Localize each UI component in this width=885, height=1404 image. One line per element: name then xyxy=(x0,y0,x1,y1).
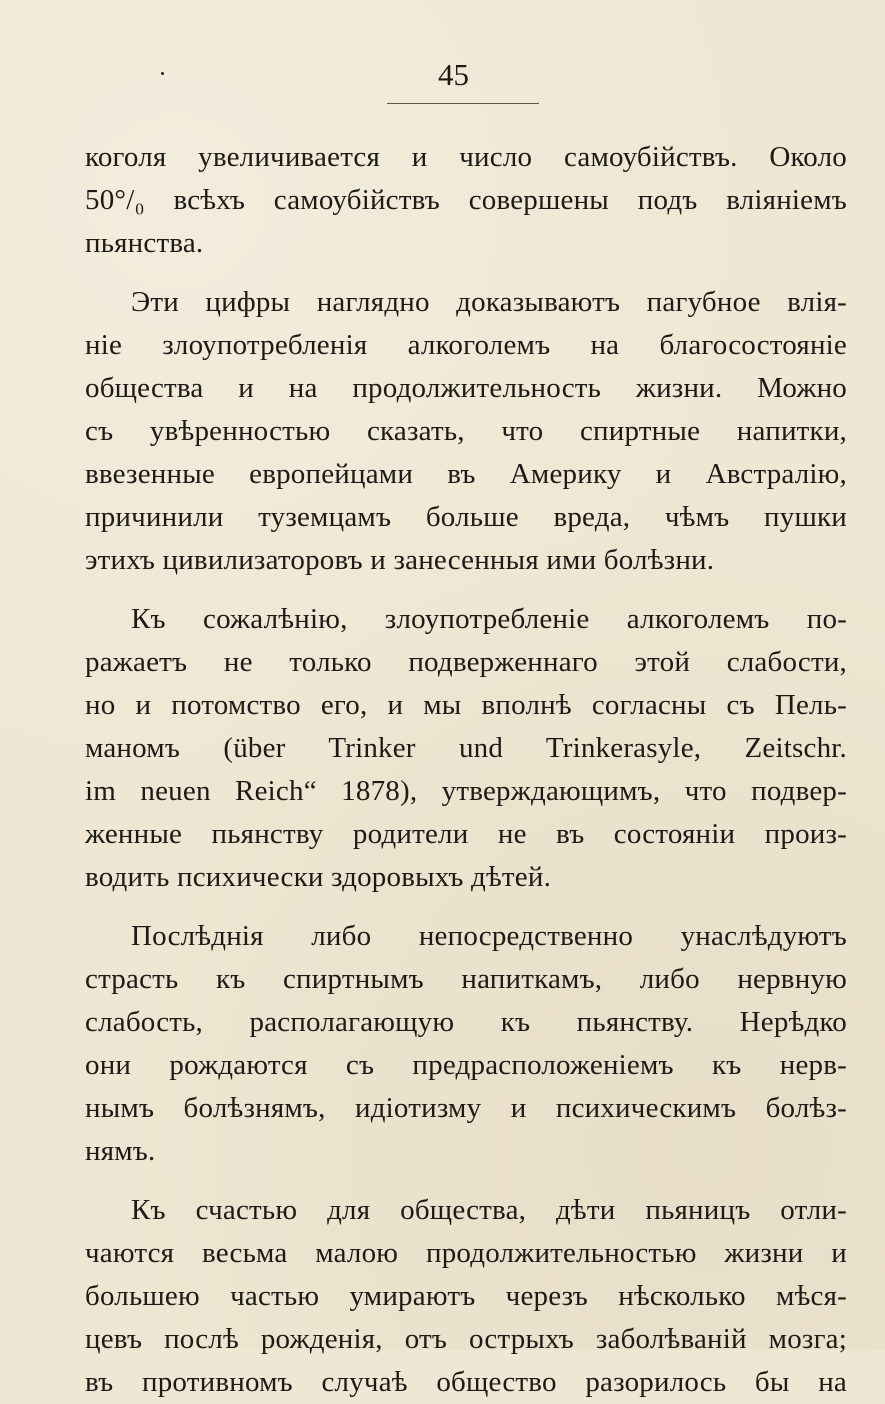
text-line: общества и на продолжительность жизни. Можно xyxy=(85,372,847,404)
text-line: Эти цифры наглядно доказываютъ пагубное влія- xyxy=(131,286,847,318)
text-line: женные пьянству родители не въ состояніи произ- xyxy=(85,818,847,850)
text-line: Къ сожалѣнію, злоупотребленіе алкоголемъ по- xyxy=(131,603,847,635)
text-line: ніе злоупотребленія алкоголемъ на благосостояніе xyxy=(85,329,847,361)
text-line: Послѣднія либо непосредственно унаслѣдуютъ xyxy=(131,920,847,952)
paragraph-3 xyxy=(85,598,847,899)
text-line: водить психически здоровыхъ дѣтей. xyxy=(85,861,552,893)
text-line: они рождаются съ предрасположеніемъ къ нерв- xyxy=(85,1049,847,1081)
paragraph-gap xyxy=(85,1173,847,1189)
text-line: маномъ (über Trinker und Trinkerasyle, Zeitschr. xyxy=(85,732,847,764)
text-line: 50°/₀ всѣхъ самоубійствъ совершены подъ вліяніемъ xyxy=(85,184,847,216)
paragraph-4 xyxy=(85,915,847,1173)
text-line: слабость, располагающую къ пьянству. Нерѣдко xyxy=(85,1006,847,1038)
text-line: большею частью умираютъ черезъ нѣсколько мѣся- xyxy=(85,1280,847,1312)
text-line: въ противномъ случаѣ общество разорилось бы на xyxy=(85,1366,847,1398)
paragraph-gap xyxy=(85,899,847,915)
text-line: страсть къ спиртнымъ напиткамъ, либо нервную xyxy=(85,963,847,995)
body-text xyxy=(85,136,847,1398)
text-line: нямъ. xyxy=(85,1135,156,1167)
text-line: im neuen Reich“ 1878), утверждающимъ, что подвер- xyxy=(85,775,847,807)
header-rule xyxy=(387,103,539,104)
text-line: коголя увеличивается и число самоубійствъ. Около xyxy=(85,141,847,173)
paragraph-2 xyxy=(85,281,847,582)
paragraph-gap xyxy=(85,582,847,598)
text-line: этихъ цивилизаторовъ и занесенныя ими болѣзни. xyxy=(85,544,715,576)
text-line: ражаетъ не только подверженнаго этой слабости, xyxy=(85,646,847,678)
paragraph-1 xyxy=(85,136,847,265)
text-line: причинили туземцамъ больше вреда, чѣмъ пушки xyxy=(85,501,847,533)
text-line: чаются весьма малою продолжительностью жизни и xyxy=(85,1237,847,1269)
text-line: но и потомство его, и мы вполнѣ согласны съ Пель- xyxy=(85,689,847,721)
paragraph-5 xyxy=(85,1189,847,1404)
text-line: цевъ послѣ рожденія, отъ острыхъ заболѣваній мозга; xyxy=(85,1323,847,1355)
ink-speck xyxy=(161,72,164,75)
page-number: 45 xyxy=(438,57,469,92)
text-line: Къ счастью для общества, дѣти пьяницъ отли- xyxy=(131,1194,847,1226)
page-header xyxy=(0,58,885,118)
text-line: нымъ болѣзнямъ, идіотизму и психическимъ болѣз- xyxy=(85,1092,847,1124)
text-line: пьянства. xyxy=(85,227,204,259)
text-line: ввезенные европейцами въ Америку и Австралію, xyxy=(85,458,847,490)
paragraph-gap xyxy=(85,265,847,281)
text-line: съ увѣренностью сказать, что спиртные напитки, xyxy=(85,415,847,447)
